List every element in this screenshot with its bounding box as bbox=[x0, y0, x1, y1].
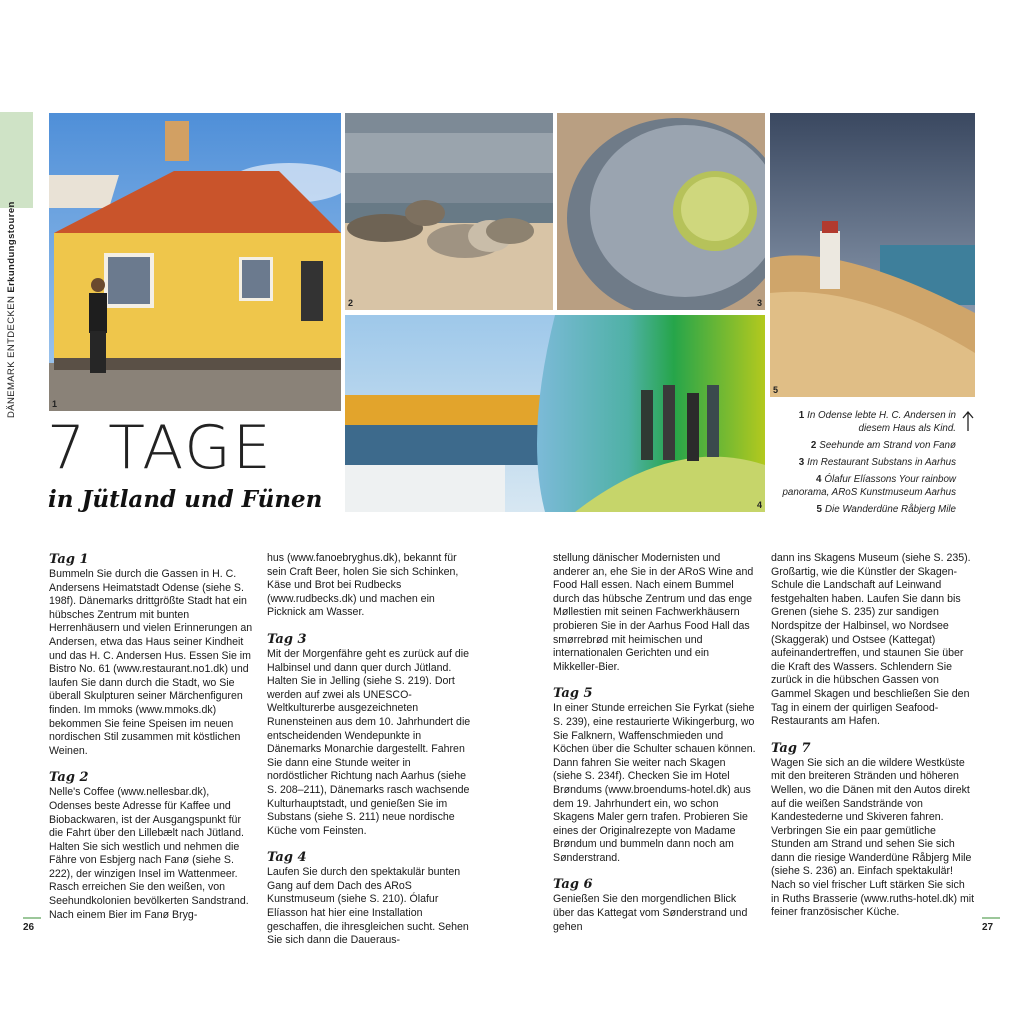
day-4-text: Laufen Sie durch den spektakulär bunten Gang auf dem Dach des ARoS Kunstmuseum (siehe S. 210). Ólafur Elíasson hat hier eine Installation geschaffen, die ihresgleichen sucht. Sehen Sie sich dann die Daueraus- bbox=[267, 866, 469, 947]
caption-2: 2 Seehunde am Strand von Fanø bbox=[810, 440, 956, 451]
caption-4: 4 Ólafur Elíassons Your rainbow panorama, ARoS Kunstmuseum Aarhus bbox=[782, 474, 956, 498]
day-5-text: In einer Stunde erreichen Sie Fyrkat (siehe S. 239), eine restaurierte Wikingerburg, wo Sie Falknern, Waffenschmieden und Köchen über die Schulter schauen können. Dann fahren Sie weiter nach Skagen (siehe S. 234f). Checken Sie im Hotel Brøndums (www.broendums-hotel.dk) aus dem 19. Jahrhundert ein, wo schon Skagens Maler gern trafen. Probieren Sie eines der Originalrezepte von Madame Brøndum und bummeln dann noch am Sønderstrand. bbox=[553, 702, 756, 864]
day-2-heading: Tag 2 bbox=[49, 770, 89, 786]
page-rule-left bbox=[23, 917, 41, 919]
page-title: 7 TAGE bbox=[47, 413, 273, 483]
photo-number-4: 4 bbox=[756, 500, 762, 510]
photo-seals bbox=[345, 113, 553, 310]
day-3-heading: Tag 3 bbox=[267, 631, 307, 647]
page-number-right: 27 bbox=[982, 922, 994, 933]
photo-restaurant-dish bbox=[557, 113, 765, 310]
day-6-text-cont: dann ins Skagens Museum (siehe S. 235). Großartig, wie die Künstler der Skagen-Schule die Landschaft auf Leinwand festgehalten haben. Laufen Sie dann bis Grenen (siehe S. 235) zur sandigen Nordspitze der Halbinsel, wo Nordsee (Skaggerak) und Ostsee (Kattegat) aufeinandertreffen, und staunen Sie über die Kraft des Wassers. Schlendern Sie zurück in die hübschen Gassen von Gammel Skagen und beschließen Sie den Tag in einem der quirligen Seafood-Restaurants am Hafen. bbox=[771, 552, 971, 728]
day-2-text-cont: hus (www.fanoebryghus.dk), bekannt für sein Craft Beer, holen Sie sich Schinken, Käse und Brot bei Rudbecks (www.rudbecks.dk) und machen ein Picknick am Wasser. bbox=[267, 552, 459, 619]
photo-number-2: 2 bbox=[348, 298, 354, 308]
photo-andersen-house bbox=[49, 113, 341, 411]
day-7-text: Wagen Sie sich an die wildere Westküste mit den breiteren Stränden und höheren Wellen, wo die Dänen mit den Autos direkt auf die weißen Sandstrände von Kandestederne und Skiveren fahren. Verbringen Sie ein paar gemütliche Stunden am Strand und sehen Sie sich dann die riesige Wanderdüne Råbjerg Mile (siehe S. 236) an. Einfach spektakulär! Nach so viel frischer Luft stärken Sie sich in Ruths Brasserie (www.ruths-hotel.dk) mit feiner französischer Küche. bbox=[771, 756, 975, 919]
page-rule-right bbox=[982, 917, 1000, 919]
caption-5: 5 Die Wanderdüne Råbjerg Mile bbox=[816, 504, 956, 515]
day-2-text: Nelle's Coffee (www.nellesbar.dk), Odenses beste Adresse für Kaffee und Biobackwaren, ist der Ausgangspunkt für die Fahrt über den Lillebælt nach Jütland. Halten Sie sich westlich und nehmen die Fähre von Esbjerg nach Fanø (siehe S. 222), der winzigen Insel im Wattenmeer. Rasch erreichen Sie den weißen, von Seehundkolonien bevölkerten Sandstrand. Nach einem Bier im Fanø Bryg- bbox=[49, 786, 249, 921]
caption-1: 1 In Odense lebte H. C. Andersen in diesem Haus als Kind. bbox=[798, 410, 956, 434]
day-6-text: Genießen Sie den morgendlichen Blick über das Kattegat vom Sønderstrand und gehen bbox=[553, 893, 748, 933]
day-1-text: Bummeln Sie durch die Gassen in H. C. Andersens Heimatstadt Odense (siehe S. 198f). Dänemarks drittgrößte Stadt hat ein hübsches Zentrum mit bunten Herrenhäusern und vielen Erinnerungen an Andersen, etwa das Haus seiner Kindheit und das H. C. Andersen Hus. Essen Sie im Bistro No. 61 (www.restaurant.no1.dk) und laufen Sie dann durch die Stadt, wo Sie überall Skulpturen seiner Märchenfiguren finden. Im mmoks (www.mmoks.dk) bekommen Sie feine Speisen im neuen nordischen Stil zusammen mit köstlichen Weinen. bbox=[49, 568, 253, 757]
photo-rainbow-panorama bbox=[345, 315, 765, 512]
section-color-tab bbox=[0, 112, 33, 208]
day-1-heading: Tag 1 bbox=[49, 552, 89, 567]
page-subtitle: in Jütland und Fünen bbox=[48, 486, 323, 513]
day-4-heading: Tag 4 bbox=[267, 850, 307, 866]
text-column-4 bbox=[771, 552, 975, 932]
running-head bbox=[6, 201, 17, 418]
photo-captions bbox=[778, 409, 956, 520]
photo-number-5: 5 bbox=[773, 385, 779, 395]
arrow-up-icon bbox=[961, 410, 975, 432]
day-4-text-cont: stellung dänischer Modernisten und anderer an, ehe Sie in der ARoS Wine and Food Hall essen. Nach einem Bummel durch das hübsche Zentrum und das enge Møllestien mit seinen Fachwerkhäusern probieren Sie in der Aarhus Food Hall das smørrebrød mit heimischen und internationalen Gerichten und ein Mikkeller-Bier. bbox=[553, 552, 754, 673]
page-number-left: 26 bbox=[23, 922, 35, 933]
photo-number-1: 1 bbox=[52, 399, 58, 409]
running-head-section: DÄNEMARK ENTDECKEN bbox=[6, 295, 17, 418]
photo-rabjerg-mile bbox=[770, 113, 975, 397]
caption-3: 3 Im Restaurant Substans in Aarhus bbox=[798, 457, 956, 468]
text-column-3 bbox=[553, 552, 757, 946]
photo-number-3: 3 bbox=[756, 298, 762, 308]
text-column-1 bbox=[49, 552, 253, 934]
day-3-text: Mit der Morgenfähre geht es zurück auf die Halbinsel und dann quer durch Jütland. Halten Sie in Jelling (siehe S. 219). Dort werden auf zwei als UNESCO-Weltkulturerbe ausgezeichneten Runensteinen aus dem 10. Jahrhundert die entscheidenden Wendepunkte in Dänemarks Monarchie dargestellt. Fahren Sie dann eine Stunde weiter in nordöstlicher Richtung nach Aarhus (siehe S. 208–211), Dänemarks rasch wachsende Kulturhauptstadt, und genießen Sie im Substans (siehe S. 211) neue nordische Küche vom Feinsten. bbox=[267, 647, 471, 837]
day-7-heading: Tag 7 bbox=[771, 740, 811, 756]
running-head-tour: Erkundungstouren bbox=[6, 201, 17, 293]
day-5-heading: Tag 5 bbox=[553, 686, 593, 702]
day-6-heading: Tag 6 bbox=[553, 877, 593, 893]
text-column-2 bbox=[267, 552, 471, 960]
